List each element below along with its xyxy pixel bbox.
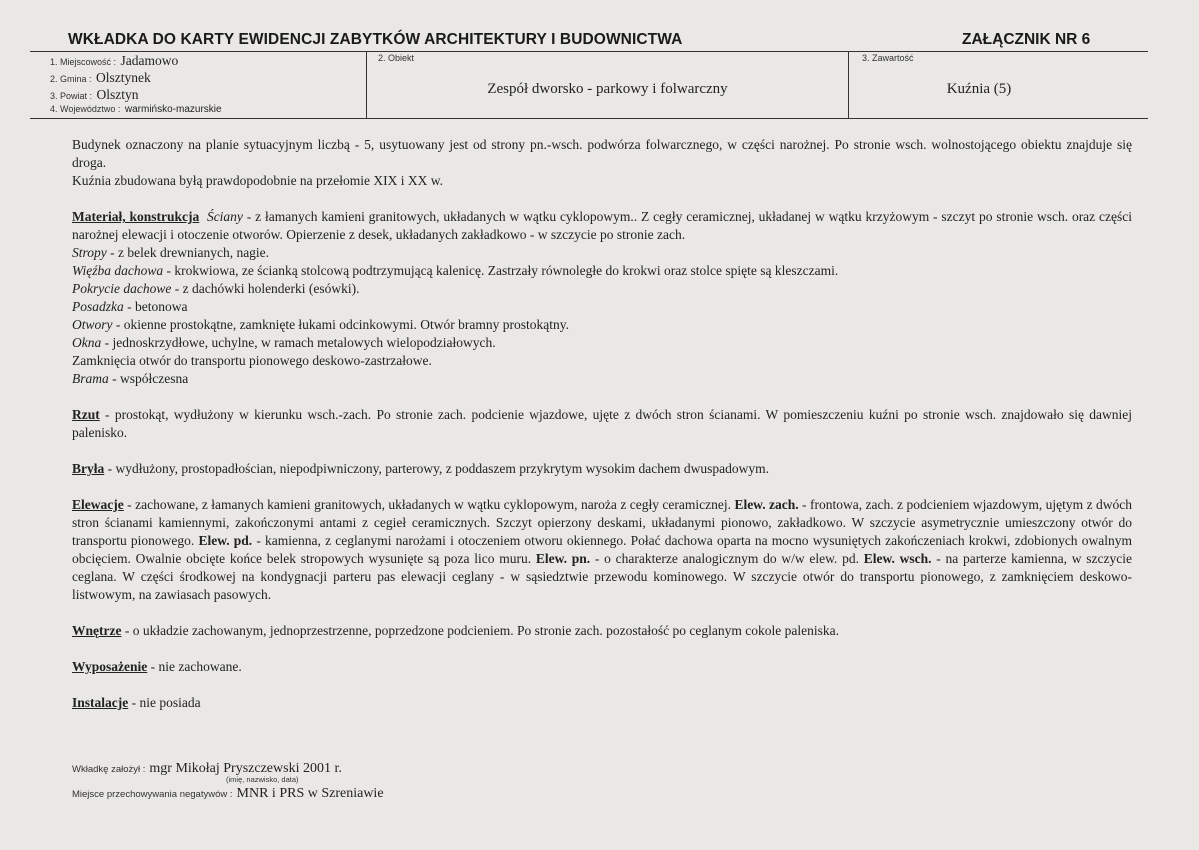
roof-label: Pokrycie dachowe — [72, 281, 172, 296]
voivodeship-row — [50, 104, 222, 115]
truss-paragraph — [72, 262, 1132, 280]
equipment-section — [72, 658, 1132, 676]
windows-text: - jednoskrzydłowe, uchylne, w ramach metalowych wielopodziałowych. — [101, 335, 496, 350]
equipment-paragraph — [72, 658, 1132, 676]
openings-text: - okienne prostokątne, zamknięte łukami odcinkowymi. Otwór bramny prostokątny. — [112, 317, 570, 332]
plan-paragraph — [72, 406, 1132, 442]
object-label: 2. Obiekt — [378, 53, 415, 63]
installations-paragraph — [72, 694, 1132, 712]
document-title: WKŁADKA DO KARTY EWIDENCJI ZABYTKÓW ARCHITEKTURY I BUDOWNICTWA — [68, 31, 683, 48]
table-bottom-border — [30, 118, 1148, 119]
material-heading: Materiał, konstrukcja — [72, 209, 200, 224]
roof-text: - z dachówki holenderki (esówki). — [171, 281, 360, 296]
windows-label: Okna — [72, 335, 102, 350]
author-row — [72, 759, 342, 777]
interior-heading: Wnętrze — [72, 623, 122, 638]
truss-text: - krokwiowa, ze ścianką stolcową podtrzymującą kalenicę. Zastrzały równoległe do krokwi oraz stolce spięte są kleszczami. — [163, 263, 839, 278]
body-mass-section — [72, 460, 1132, 478]
elevations-section — [72, 496, 1132, 604]
walls-label: Ściany — [206, 209, 243, 224]
plan-section — [72, 406, 1132, 442]
ceilings-text: - z belek drewnianych, nagie. — [106, 245, 270, 260]
interior-paragraph — [72, 622, 1132, 640]
east-elevation-label: Elew. wsch. — [863, 551, 932, 566]
closures-paragraph: Zamknięcia otwór do transportu pionowego deskowo-zastrzałowe. — [72, 353, 432, 368]
body-mass-heading: Bryła — [72, 461, 105, 476]
ceilings-paragraph — [72, 244, 1132, 262]
south-elevation-label: Elew. pd. — [198, 533, 253, 548]
gate-label: Brama — [72, 371, 109, 386]
county-row — [50, 87, 139, 103]
storage-row — [72, 784, 384, 802]
walls-text: - z łamanych kamieni granitowych, układanych w wątku cyklopowym.. Z cegły ceramicznej, układanej w wątku krzyżowym - szczyt po stronie wsch. oraz części narożnej elewacji i otoczenie otworów. Opierzenie z desek, układanych zakładkowo - w szczycie po stronie zach. — [72, 209, 1132, 242]
elevations-text-3: - kamienna, z ceglanymi narożami i otoczeniem otworu okiennego. Połać dachowa oparta na mocno wysuniętych zakończeniach krokwi, zdobionych owalnym obcięciem. Owalnie obcięte końce belek stropowych wysunięte są poza lico muru. — [72, 533, 1132, 566]
floor-text: - betonowa — [123, 299, 188, 314]
body-mass-paragraph — [72, 460, 1132, 478]
author-label: Wkładkę założył : — [72, 764, 146, 775]
place-value: Jadamowo — [120, 53, 179, 68]
contents-label: 3. Zawartość — [862, 53, 914, 63]
author-value: mgr Mikołaj Pryszczewski 2001 r. — [149, 761, 342, 776]
installations-text: - nie posiada — [128, 695, 201, 710]
elevations-text-5: - na parterze kamienna, w szczycie ceglana. W części środkowej na kondygnacji parteru pas elewacji ceglany - w sąsiedztwie przewodu kominowego. W szczycie otwór do transportu pionowego, z zamknięciem deskowo-listwowym, na zawiasach pasowych. — [72, 551, 1132, 602]
installations-section — [72, 694, 1132, 712]
windows-paragraph — [72, 334, 1132, 352]
north-elevation-label: Elew. pn. — [535, 551, 591, 566]
county-label: 3. Powiat : — [50, 91, 93, 101]
commune-value: Olsztynek — [96, 70, 151, 85]
contents-value: Kuźnia (5) — [946, 81, 1012, 97]
ceilings-label: Stropy — [72, 245, 107, 260]
storage-label: Miejsce przechowywania negatywów : — [72, 789, 233, 800]
document-body — [72, 136, 1132, 730]
roof-paragraph — [72, 280, 1132, 298]
voivodeship-value: warmińsko-mazurskie — [124, 104, 222, 115]
intro-paragraph-2: Kuźnia zbudowana byłą prawdopodobnie na przełomie XIX i XX w. — [72, 173, 444, 188]
floor-paragraph — [72, 298, 1132, 316]
plan-text: - prostokąt, wydłużony w kierunku wsch.-zach. Po stronie zach. podcienie wjazdowe, ujęte z dwóch stron ścianami. W pomieszczeniu kuźni po stronie wsch. znajdowało się dawniej palenisko. — [72, 407, 1132, 440]
county-value: Olsztyn — [96, 87, 139, 102]
openings-label: Otwory — [72, 317, 113, 332]
material-section — [72, 208, 1132, 388]
elevations-text-2: - frontowa, zach. z podcieniem wjazdowym, ujętym z dwóch stron ścianami kamiennymi, zakończonymi antami z cegieł ceramicznych. Szczyt opierzony deskami, układanymi pionowo, zakładkowo. W szczycie asymetrycznie umieszczony otwór do transportu pionowego. — [72, 497, 1133, 548]
interior-section — [72, 622, 1132, 640]
body-mass-text: - wydłużony, prostopadłościan, niepodpiwniczony, parterowy, z poddaszem przykrytym wysokim dachem dwuspadowym. — [104, 461, 769, 476]
gate-paragraph — [72, 370, 1132, 388]
place-row — [50, 53, 178, 69]
interior-text: - o układzie zachowanym, jednoprzestrzenne, poprzedzone podcieniem. Po stronie zach. pozostałość po ceglanym cokole paleniska. — [121, 623, 839, 638]
elevations-heading: Elewacje — [72, 497, 124, 512]
elevations-text-4: - o charakterze analogicznym do w/w elew. pd. — [590, 551, 864, 566]
commune-row — [50, 70, 151, 86]
plan-heading: Rzut — [72, 407, 100, 422]
author-hint: (imię, nazwisko, data) — [226, 775, 299, 784]
gate-text: - współczesna — [108, 371, 189, 386]
truss-label: Więźba dachowa — [72, 263, 164, 278]
voivodeship-label: 4. Województwo : — [50, 104, 121, 114]
object-value: Zespół dworsko - parkowy i folwarczny — [487, 81, 728, 97]
intro-section — [72, 136, 1132, 190]
elevations-text-1: - zachowane, z łamanych kamieni granitowych, układanych w wątku cyklopowym, naroża z cegły ceramicznej. — [123, 497, 735, 512]
equipment-heading: Wyposażenie — [72, 659, 148, 674]
west-elevation-label: Elew. zach. — [734, 497, 799, 512]
openings-paragraph — [72, 316, 1132, 334]
place-label: 1. Miejscowość : — [50, 57, 117, 67]
equipment-text: - nie zachowane. — [147, 659, 242, 674]
storage-value: MNR i PRS w Szreniawie — [236, 786, 384, 801]
table-top-border — [30, 51, 1148, 52]
walls-paragraph — [72, 208, 1132, 244]
commune-label: 2. Gmina : — [50, 74, 92, 84]
elevations-paragraph — [72, 496, 1132, 604]
intro-paragraph-1: Budynek oznaczony na planie sytuacyjnym liczbą - 5, usytuowany jest od strony pn.-wsch. podwórza folwarcznego, w części narożnej. Po stronie wsch. wolnostojącego obiektu znajduje się droga. — [72, 137, 1132, 170]
installations-heading: Instalacje — [72, 695, 129, 710]
floor-label: Posadzka — [72, 299, 124, 314]
annex-number: ZAŁĄCZNIK NR 6 — [962, 31, 1091, 48]
